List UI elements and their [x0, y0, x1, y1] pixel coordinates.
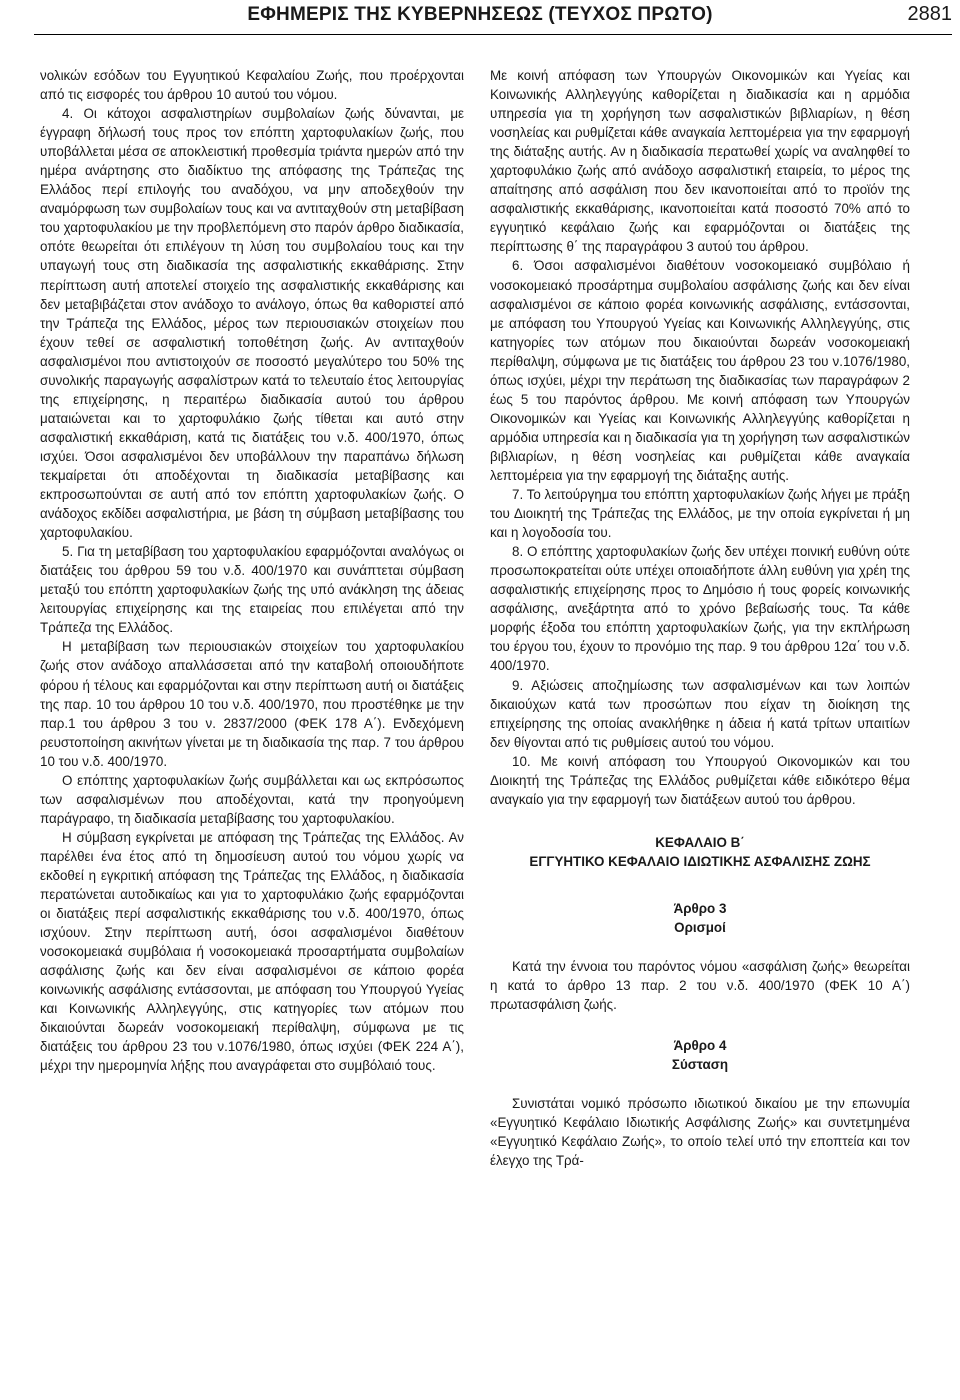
paragraph: Κατά την έννοια του παρόντος νόμου «ασφάλιση ζωής» θεωρείται η κατά το άρθρο 13 παρ. 2 του ν.δ. 400/1970 (ΦΕΚ 10 Α΄) πρωτασφάλιση ζωής.: [490, 958, 910, 1012]
paragraph: 7. Το λειτούργημα του επόπτη χαρτοφυλακίων ζωής λήγει με πράξη του Διοικητή της Τράπεζας της Ελλάδος, με την οποία εγκρίνεται ή μη και η λογοδοσία του.: [490, 487, 910, 541]
article-heading: [490, 899, 910, 937]
page-header: [0, 0, 960, 40]
paragraph: 4. Οι κάτοχοι ασφαλιστηρίων συμβολαίων ζωής δύνανται, με έγγραφη δήλωσή τους προς τον επόπτη χαρτοφυλακίων ζωής, που υποβάλλεται μέσα σε αποκλειστική προθεσμία τριάντα ημερών από την ημέρα ανάρτησης στο διαδίκτυο της απόφασης της Τράπεζας της Ελλάδος περί επιλογής του αναδόχου, να μην αποδεχθούν την αναμόρφωση των συμβολαίων τους και να αντιταχθούν στη μεταβίβαση του χαρτοφυλακίου με την προβλεπόμενη στο παρόν άρθρο διαδικασία, οπότε θεωρείται ότι επιλέγουν τη λύση του συμβολαίου τους και την υπαγωγή τους στη διαδικασία της ασφαλιστικής εκκαθάρισης. Στην περίπτωση αυτή αποτελεί στοιχείο της ασφαλιστικής εκκαθάρισης και δεν μεταβιβάζεται στον ανάδοχο το ανάλογο, όπως θα καθοριστεί από την Τράπεζα της Ελλάδος, μέρος των περιουσιακών στοιχείων που έχουν τεθεί σε ασφαλιστική τοποθέτηση ζωής. Αν αντιταχθούν ασφαλισμένοι που αντιστοιχούν σε ποσοστό μεγαλύτερο του 50% της συνολικής παραγωγής ασφαλίστρων κατά το τελευταίο έτος λειτουργίας της επιχείρησης, η περαιτέρω διαδικασία αυτού του άρθρου ματαιώνεται και το χαρτοφυλάκιο ζωής τίθεται και αυτό στην ασφαλιστική εκκαθάριση, κατά τις διατάξεις του ν.δ. 400/1970, όπως ισχύει. Όσοι ασφαλισμένοι δεν υποβάλλουν την παραπάνω δήλωση τεκμαίρεται ότι αποδέχονται τη διαδικασία μεταβίβασης και εκπροσωπούνται σε αυτή από τον επόπτη χαρτοφυλακίων ζωής. Ο ανάδοχος εκδίδει ασφαλιστήρια, με βάση τη σύμβαση μεταβίβασης του χαρτοφυλακίου.: [40, 106, 464, 541]
paragraph: 10. Με κοινή απόφαση του Υπουργού Οικονομικών και του Διοικητή της Τράπεζας της Ελλάδος ρυθμίζεται κάθε ειδικότερο θέμα αναγκαίο για την εφαρμογή των διατάξεων αυτού του άρθρου.: [490, 753, 910, 807]
right-column: [490, 66, 910, 1400]
page-number: 2881: [907, 3, 952, 25]
article-title: Σύσταση: [671, 1056, 729, 1072]
paragraph: 5. Για τη μεταβίβαση του χαρτοφυλακίου εφαρμόζονται αναλόγως οι διατάξεις του άρθρου 59 του ν.δ. 400/1970 και συνάπτεται σύμβαση μεταξύ του επόπτη χαρτοφυλακίων ζωής της υπό ανάκληση της άδειας λειτουργίας επιχείρησης και της εταιρείας που επιλέγεται από την Τράπεζα της Ελλάδος.: [40, 544, 464, 636]
paragraph: Συνιστάται νομικό πρόσωπο ιδιωτικού δικαίου με την επωνυμία «Εγγυητικό Κεφάλαιο Ιδιωτικής Ασφάλισης Ζωής» και συντετμημένα «Εγγυητικό Κεφάλαιο Ζωής», το οποίο τελεί υπό την εποπτεία και τον έλεγχο της Τρά-: [490, 1095, 910, 1169]
chapter-heading: [490, 833, 910, 871]
article-title: Ορισμοί: [674, 919, 726, 935]
chapter-title: ΕΓΓΥΗΤΙΚΟ ΚΕΦΑΛΑΙΟ ΙΔΙΩΤΙΚΗΣ ΑΣΦΑΛΙΣΗΣ ΖΩΗΣ: [529, 853, 871, 869]
article-heading: [490, 1036, 910, 1074]
chapter-number: ΚΕΦΑΛΑΙΟ Β΄: [655, 834, 745, 850]
paragraph: Με κοινή απόφαση των Υπουργών Οικονομικών και Υγείας και Κοινωνικής Αλληλεγγύης καθορίζεται η διαδικασία και η αρμόδια υπηρεσία για τη χορήγηση των ασφαλιστικών βιβλιαρίων, η θέση νοσηλείας και ρυθμίζεται κάθε αναγκαία λεπτομέρεια για την εφαρμογή της διάταξης αυτής. Αν η διαδικασία περατωθεί χωρίς να αναληφθεί το χαρτοφυλάκιο ζωής από ανάδοχο ασφαλιστική εταιρεία, το μέρος της απαίτησης από ασφάλιση που δεν ικανοποιείται από το προϊόν της ασφαλιστικής εκκαθάρισης, ικανοποιείται κατά ποσοστό 70% από το εγγυητικό κεφάλαιο ζωής και εφαρμόζονται οι διατάξεις της περίπτωσης θ΄ της παραγράφου 3 αυτού του άρθρου.: [490, 68, 910, 255]
article-number: Άρθρο 4: [673, 1037, 727, 1053]
left-column: [40, 66, 464, 1400]
paragraph: Ο επόπτης χαρτοφυλακίων ζωής συμβάλλεται και ως εκπρόσωπος των ασφαλισμένων που αποδέχονται, κατά την προηγούμενη παράγραφο, τη διαδικασία μεταβίβασης του χαρτοφυλακίου.: [40, 772, 464, 826]
paragraph: Η σύμβαση εγκρίνεται με απόφαση της Τράπεζας της Ελλάδος. Αν παρέλθει ένα έτος από τη δημοσίευση αυτού του νόμου χωρίς να εκδοθεί η εγκριτική απόφαση της Τράπεζας της Ελλάδος, η διαδικασία περατώνεται αυτοδικαίως και για το χαρτοφυλάκιο ζωής εφαρμόζονται οι διατάξεις περί ασφαλιστικής εκκαθάρισης του ν.δ. 400/1970, όπως ισχύουν. Στην περίπτωση αυτή, όσοι ασφαλισμένοι διαθέτουν νοσοκομειακά συμβόλαια ή νοσοκομειακά προσαρτήματα συμβολαίων ασφάλισης ζωής και δεν είναι ασφαλισμένοι σε κάποιο φορέα κοινωνικής ασφάλισης εντάσσονται, με απόφαση του Υπουργού Υγείας και Κοινωνικής Αλληλεγγύης, στις κατηγορίες των ατόμων που δικαιούνται δωρεάν νοσοκομειακή περίθαλψη, σύμφωνα με τις διατάξεις του άρθρου 23 του ν.1076/1980, όπως ισχύει (ΦΕΚ 224 Α΄), μέχρι την ημερομηνία λήξης που αναγράφεται στο συμβόλαιό τους.: [40, 829, 464, 1074]
article-number: Άρθρο 3: [673, 900, 727, 916]
header-divider: [34, 34, 952, 35]
paragraph: Η μεταβίβαση των περιουσιακών στοιχείων του χαρτοφυλακίου ζωής στον ανάδοχο απαλλάσσεται από την καταβολή οποιουδήποτε φόρου ή τέλους και εφαρμόζονται και στην περίπτωση αυτή οι διατάξεις της παρ. 10 του άρθρου 10 του ν.δ. 400/1970, που προστέθηκε με την παρ.1 του άρθρου 3 του ν. 2837/2000 (ΦΕΚ 178 Α΄). Ενδεχόμενη ρευστοποίηση ακινήτων γίνεται με τη διαδικασία της παρ. 7 του άρθρου 10 του ν.δ. 400/1970.: [40, 639, 464, 769]
paragraph: 6. Όσοι ασφαλισμένοι διαθέτουν νοσοκομειακό συμβόλαιο ή νοσοκομειακό προσάρτημα συμβολαίου ασφάλισης ζωής και δεν είναι ασφαλισμένοι σε κάποιο φορέα κοινωνικής ασφάλισης, εντάσσονται, με απόφαση του Υπουργού Υγείας και Κοινωνικής Αλληλεγγύης, στις κατηγορίες των ατόμων που δικαιούνται δωρεάν νοσοκομειακή περίθαλψη, σύμφωνα με τις διατάξεις του άρθρου 23 του ν.1076/1980, όπως ισχύει, μέχρι την περάτωση της διαδικασίας των παραγράφων 2 έως 5 του παρόντος άρθρου. Με κοινή απόφαση των Υπουργών Οικονομικών και Υγείας και Κοινωνικής Αλληλεγγύης καθορίζεται η αρμόδια υπηρεσία και η διαδικασία για τη χορήγηση των ασφαλιστικών βιβλιαρίων, η θέση νοσηλείας και ρυθμίζεται κάθε αναγκαία λεπτομέρεια για την εφαρμογή της διάταξης αυτής.: [490, 258, 910, 483]
paragraph: 8. Ο επόπτης χαρτοφυλακίων ζωής δεν υπέχει ποινική ευθύνη ούτε προσωποκρατείται ούτε υπέχει οποιαδήποτε άλλη ευθύνη για χρέη της ασφαλιστικής επιχείρησης προς το Δημόσιο ή τους φορείς κοινωνικής ασφάλισης, ανεξάρτητα από το χρόνο βεβαίωσής τους. Τα κάθε μορφής έξοδα του επόπτη χαρτοφυλακίων ζωής, για την εκπλήρωση του έργου του, έχουν το προνόμιο της παρ. 9 του άρθρου 12α΄ του ν.δ. 400/1970.: [490, 544, 910, 674]
gazette-title: ΕΦΗΜΕΡΙΣ ΤΗΣ ΚΥΒΕΡΝΗΣΕΩΣ (ΤΕΥΧΟΣ ΠΡΩΤΟ): [247, 4, 713, 25]
paragraph: νολικών εσόδων του Εγγυητικού Κεφαλαίου Ζωής, που προέρχονται από τις εισφορές του άρθρου 10 αυτού του νόμου.: [40, 68, 464, 103]
paragraph: 9. Αξιώσεις αποζημίωσης των ασφαλισμένων και των λοιπών δικαιούχων κατά των προσώπων που είχαν τη διοίκηση της επιχείρησης της οποίας ανακλήθηκε η άδεια ή κατά τρίτων υπαιτίων δεν θίγονται από τις ρυθμίσεις αυτού του νόμου.: [490, 677, 910, 750]
